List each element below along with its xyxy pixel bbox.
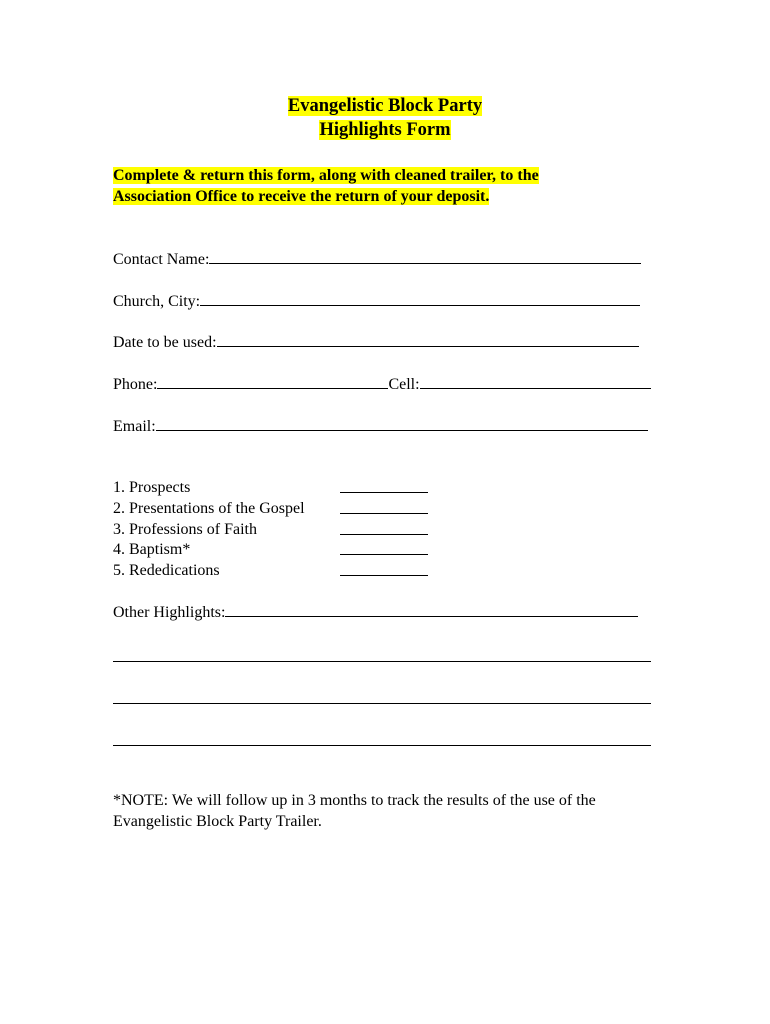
other-highlights-row: [113, 602, 638, 623]
list-item: [113, 520, 428, 541]
list-item: [113, 478, 428, 499]
email-label: Email:: [113, 418, 156, 435]
contact-name-row: [113, 249, 641, 270]
list-item-label: 5. Rededications: [113, 562, 220, 580]
contact-name-blank[interactable]: [209, 249, 641, 264]
footnote: [113, 790, 673, 832]
cell-blank[interactable]: [420, 374, 651, 389]
date-used-label: Date to be used:: [113, 334, 217, 351]
prospects-blank[interactable]: [340, 478, 428, 493]
presentations-blank[interactable]: [340, 499, 428, 514]
date-used-row: [113, 332, 639, 353]
phone-blank[interactable]: [157, 374, 388, 389]
other-highlights-label: Other Highlights:: [113, 604, 226, 621]
instructions-line-2: Association Office to receive the return of your deposit.: [113, 188, 490, 205]
professions-blank[interactable]: [340, 520, 428, 535]
form-title: [0, 94, 770, 142]
list-item-label: 1. Prospects: [113, 479, 191, 496]
other-highlights-line-4[interactable]: [113, 745, 651, 746]
instructions-line-1: Complete & return this form, along with cleaned trailer, to the: [113, 167, 539, 184]
church-city-label: Church, City:: [113, 293, 201, 310]
church-city-row: [113, 291, 640, 312]
date-used-blank[interactable]: [217, 332, 639, 347]
contact-name-label: Contact Name:: [113, 251, 210, 268]
list-item: [113, 499, 428, 520]
list-item-label: 4. Baptism*: [113, 541, 191, 559]
other-highlights-line-3[interactable]: [113, 703, 651, 704]
cell-label: Cell:: [388, 376, 420, 393]
title-line-1: Evangelistic Block Party: [287, 96, 483, 116]
title-line-2: Highlights Form: [319, 120, 451, 140]
phone-label: Phone:: [113, 376, 158, 393]
rededications-blank[interactable]: [340, 561, 428, 576]
instructions: [113, 165, 673, 207]
list-item: [113, 561, 428, 582]
other-highlights-blank[interactable]: [225, 602, 638, 617]
list-item: [113, 540, 428, 561]
baptism-blank[interactable]: [340, 540, 428, 555]
other-highlights-line-2[interactable]: [113, 661, 651, 662]
list-item-label: 3. Professions of Faith: [113, 520, 257, 538]
list-item-label: 2. Presentations of the Gospel: [113, 499, 305, 517]
email-row: [113, 416, 648, 437]
highlights-list: [113, 478, 428, 582]
church-city-blank[interactable]: [200, 291, 640, 306]
footnote-line-1: *NOTE: We will follow up in 3 months to track the results of the use of the: [113, 792, 596, 809]
email-blank[interactable]: [156, 416, 648, 431]
footnote-line-2: Evangelistic Block Party Trailer.: [113, 813, 322, 830]
phone-cell-row: [113, 374, 651, 395]
